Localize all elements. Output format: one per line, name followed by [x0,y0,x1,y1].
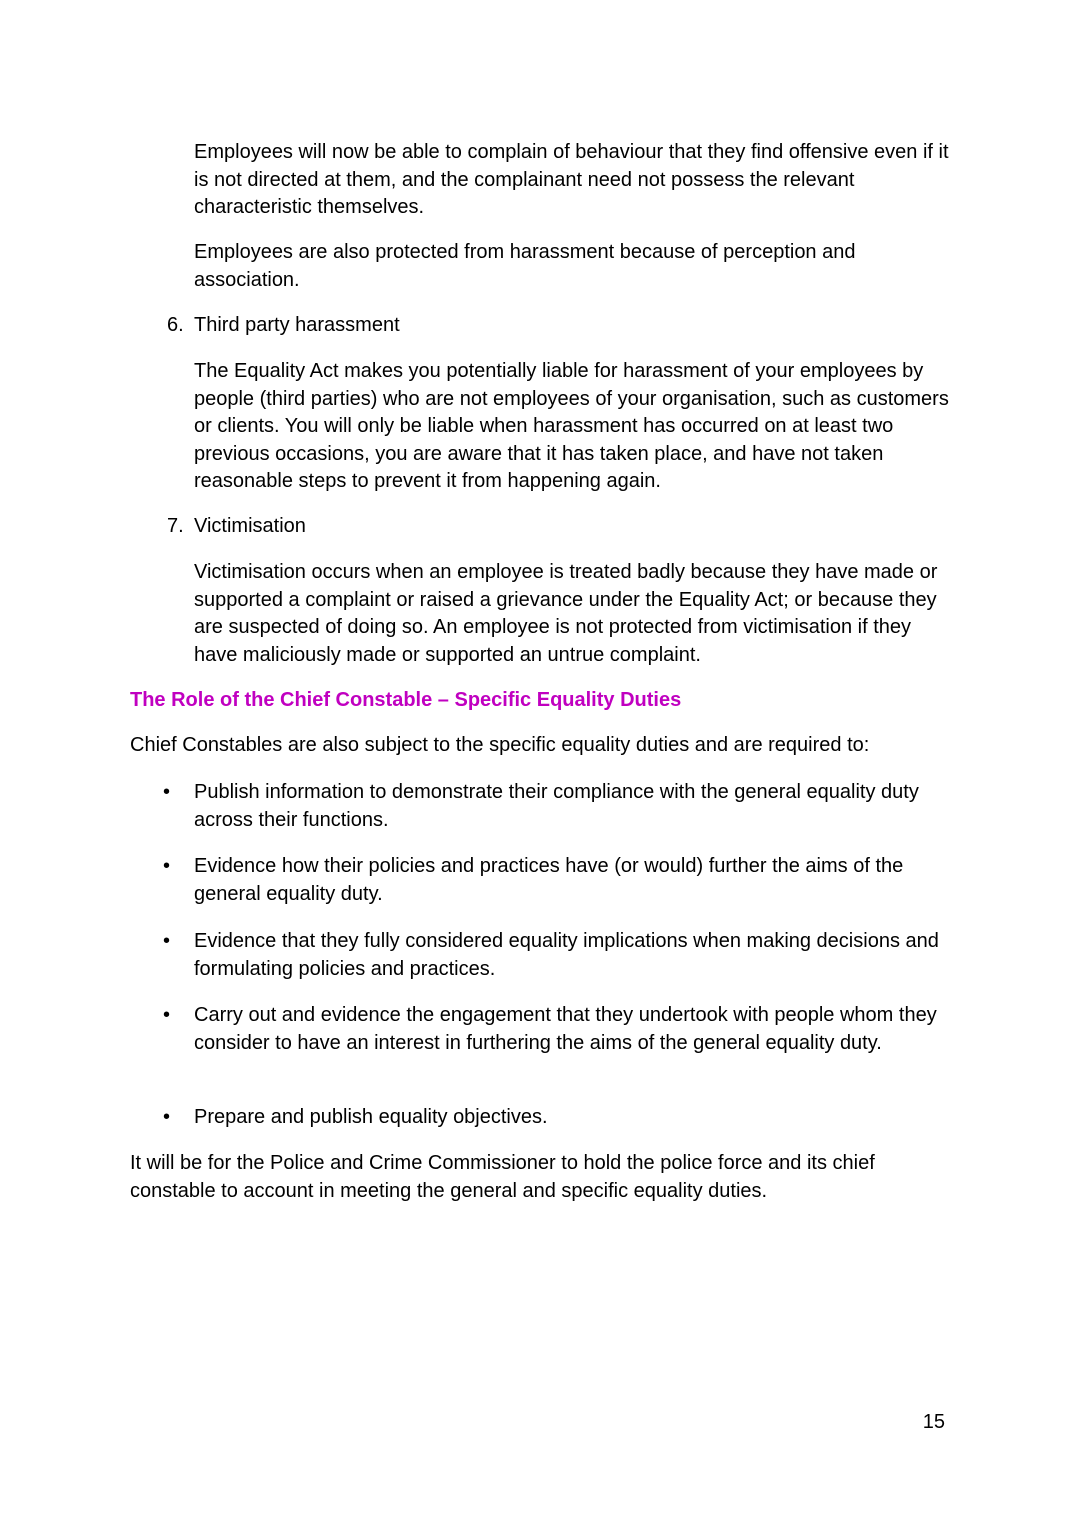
closing-paragraph: It will be for the Police and Crime Commissioner to hold the police force and its chief constable to account in meeting the general and specific equality duties. [130,1152,875,1202]
bullet-item-4: Carry out and evidence the engagement that they undertook with people whom they consider to have an interest in furthering the aims of the general equality duty. [194,1004,937,1054]
bullet-item-3: Evidence that they fully considered equality implications when making decisions and formulating policies and practices. [194,930,939,980]
page-number: 15 [922,1411,945,1433]
list-item-body-victimisation: Victimisation occurs when an employee is treated badly because they have made or supported a complaint or raised a grievance under the Equality Act; or because they are suspected of doing so. An employee is not protected from victimisation if they have maliciously made or supported an untrue complaint. [194,561,938,666]
list-number-7: 7. [167,515,184,537]
bullet-item-5: Prepare and publish equality objectives. [194,1106,548,1128]
intro-paragraph-1: Employees will now be able to complain of behaviour that they find offensive even if it is not directed at them, and the complainant need not possess the relevant characteristic themselves. [194,141,949,218]
list-item-title-third-party-harassment: Third party harassment [194,314,400,336]
bullet-icon: • [163,930,171,952]
bullet-icon: • [163,855,171,877]
bullet-icon: • [163,1004,171,1026]
intro-paragraph-2: Employees are also protected from harassment because of perception and association. [194,241,856,291]
bullet-icon: • [163,781,171,803]
bullet-item-2: Evidence how their policies and practices have (or would) further the aims of the general equality duty. [194,855,904,905]
list-number-6: 6. [167,314,184,336]
section-intro: Chief Constables are also subject to the specific equality duties and are required to: [130,734,870,756]
bullet-icon: • [163,1106,171,1128]
list-item-title-victimisation: Victimisation [194,515,306,537]
list-item-body-third-party-harassment: The Equality Act makes you potentially liable for harassment of your employees by people (third parties) who are not employees of your organisation, such as customers or clients. You will only be liable when harassment has occurred on at least two previous occasions, you are aware that it has taken place, and have not taken reasonable steps to prevent it from happening again. [194,360,949,492]
bullet-item-1: Publish information to demonstrate their compliance with the general equality duty across their functions. [194,781,919,831]
section-heading: The Role of the Chief Constable – Specific Equality Duties [130,689,682,711]
